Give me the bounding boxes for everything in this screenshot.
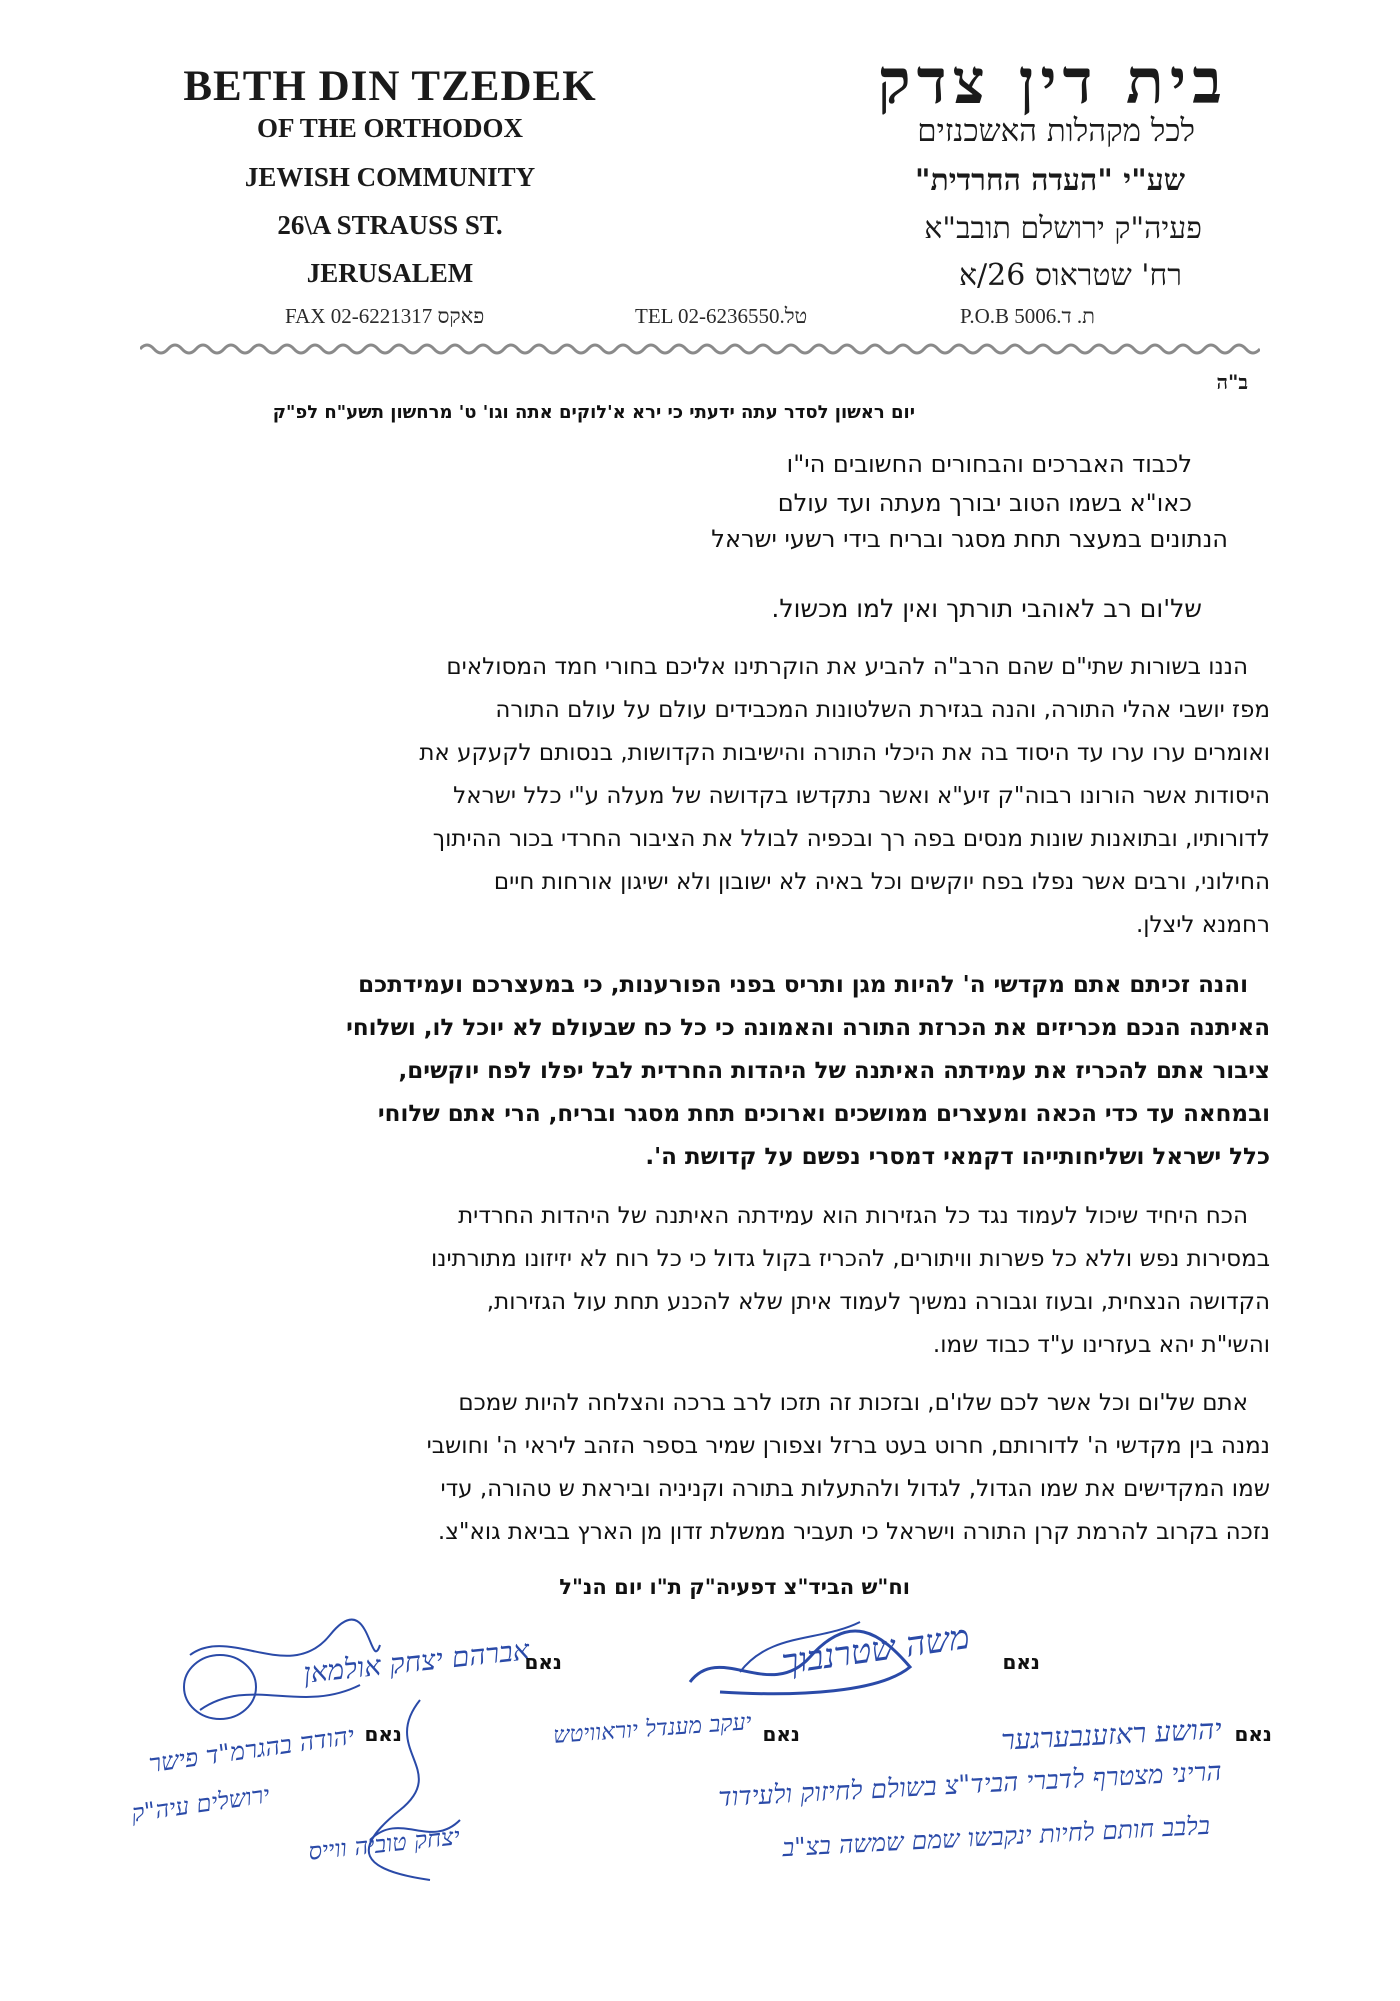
paragraph-line: ובמחאה עד כדי הכאה ומעצרים ממושכים וארוכים תחת מסגר ובריח, הרי אתם שלוחי bbox=[377, 1101, 1270, 1127]
greeting: של'ום רב לאוהבי תורתך ואין למו מכשול. bbox=[771, 594, 1202, 623]
paragraph-line: היסודות אשר הורונו רבוה"ק זיע"א ואשר נתקדשו בקדושה של מעלה ע"י כלל ישראל bbox=[453, 783, 1270, 809]
paragraph-line: אתם של'ום וכל אשר לכם שלו'ם, ובזכות זה תזכו לרב ברכה והצלחה להיות שמכם bbox=[458, 1390, 1248, 1416]
paragraph-line: הקדושה הנצחית, ובעוז וגבורה נמשיך לעמוד איתן שלא להכנע תחת עול הגזירות, bbox=[486, 1289, 1270, 1315]
paragraph-line: כלל ישראל ושליחותייהו דקמאי דמסרי נפשם על קדושת ה'. bbox=[645, 1144, 1270, 1170]
letterhead-pob: P.O.B 5006.ת. ד bbox=[960, 304, 1095, 328]
signature-text: בלבב חותם לחיות ינקבשו שמם שמשה בצ"ב bbox=[781, 1810, 1211, 1863]
signature-text: יעקב מענדל יוראוויטש bbox=[552, 1709, 753, 1749]
signature-text: הריני מצטרף לדברי הביד"צ בשולם לחיזוק ולעידוד bbox=[717, 1756, 1223, 1814]
paragraph-line: הננו בשורות שתי"ם שהם הרב"ה להביע את הוקרתינו אליכם בחורי חמד המסולאים bbox=[446, 654, 1248, 680]
paragraph-line: והשי"ת יהא בעזרינו ע"ד כבוד שמו. bbox=[932, 1332, 1270, 1358]
letterhead-he-line4: רח' שטראוס 26/א bbox=[959, 258, 1182, 293]
paragraph-line: מפז יושבי אהלי התורה, והנה בגזירת השלטונות המכבידים עולם על עולם התורה bbox=[495, 697, 1270, 723]
signature-text: משה שטרנבוך bbox=[779, 1617, 972, 1683]
signature-text: יצחק טוביה ווייס bbox=[306, 1822, 461, 1866]
nam-label: נאם bbox=[762, 1722, 800, 1746]
letterhead-he-line3: פעיה"ק ירושלם תובב"א bbox=[924, 211, 1202, 246]
signature-text: יהושע ראזענבערגער bbox=[1000, 1712, 1223, 1757]
letterhead-tel: TEL 02-6236550.טל bbox=[635, 304, 808, 328]
addressee-line: הנתונים במעצר תחת מסגר ובריח בידי רשעי ישראל bbox=[711, 525, 1228, 553]
signature-text: יהודה בהגרמ"ד פישר bbox=[146, 1720, 356, 1779]
paragraph-line: רחמנא ליצלן. bbox=[1135, 912, 1270, 938]
paragraph-line: נזכה בקרוב להרמת קרן התורה וישראל כי תעביר ממשלת זדון מן הארץ בביאת גוא"צ. bbox=[437, 1519, 1270, 1545]
paragraph-line: האיתנה הנכם מכריזים את הכרזת התורה והאמונה כי כל כח שבעולם לא יוכל לו, ושלוחי bbox=[346, 1015, 1270, 1041]
bh-mark: ב"ה bbox=[1216, 370, 1248, 394]
paragraph-line: והנה זכיתם אתם מקדשי ה' להיות מגן ותריס בפני הפורענות, כי במעצרכם ועמידתכם bbox=[358, 972, 1248, 998]
signature-text: ירושלים עיה"ק bbox=[129, 1780, 272, 1828]
letterhead-divider bbox=[140, 340, 1260, 358]
letterhead-en-line3: 26\A STRAUSS ST. bbox=[277, 210, 503, 240]
paragraph-line: שמו המקדישים את שמו הגדול, לגדול ולהתעלות בתורה וקניניה וביראת ש טהורה, עדי bbox=[440, 1476, 1270, 1502]
letterhead-en-title: BETH DIN TZEDEK bbox=[183, 63, 597, 110]
signature-text: אברהם יצחק אולמאן bbox=[301, 1633, 532, 1690]
letterhead-he-line2: שע"י "העדה החרדית" bbox=[914, 163, 1185, 198]
closing-line: וח"ש הביד"צ דפעיה"ק ת"ו יום הנ"ל bbox=[559, 1575, 910, 1599]
letterhead-en-line2: JEWISH COMMUNITY bbox=[244, 162, 536, 192]
addressee-line: כאו"א בשמו הטוב יבורך מעתה ועד עולם bbox=[777, 489, 1192, 517]
letterhead-he-title: בית דין צדק bbox=[877, 45, 1228, 118]
letter-date: יום ראשון לסדר עתה ידעתי כי ירא א'לוקים אתה וגו' ט' מרחשון תשע"ח לפ"ק bbox=[272, 402, 915, 423]
nam-label: נאם bbox=[1234, 1722, 1272, 1746]
paragraph-line: נמנה בין מקדשי ה' לדורותם, חרוט בעט ברזל וצפורן שמיר בספר הזהב ליראי ה' וחושבי bbox=[426, 1433, 1270, 1459]
paragraph-line: הכח היחיד שיכול לעמוד נגד כל הגזירות הוא עמידתה האיתנה של היהדות החרדית bbox=[458, 1203, 1248, 1229]
letterhead-fax: FAX 02-6221317 פאקס bbox=[285, 304, 485, 328]
letterhead-en-line1: OF THE ORTHODOX bbox=[256, 113, 524, 143]
paragraph-line: ואומרים ערו ערו עד היסוד בה את היכלי התורה והישיבות הקדושות, בנסותם לקעקע את bbox=[419, 740, 1270, 766]
paragraph-line: החילוני, ורבים אשר נפלו בפח יוקשים וכל באיה לא ישובון ולא ישיגון אורחות חיים bbox=[493, 869, 1270, 895]
paragraph-line: לדורותיו, ובתואנות שונות מנסים בפה רך ובכפיה לבולל את הציבור החרדי בכור ההיתוך bbox=[432, 826, 1270, 852]
paragraph-line: במסירות נפש וללא כל פשרות וויתורים, להכריז בקול גדול כי כל רוח לא יזיזונו מתורתינו bbox=[431, 1246, 1270, 1272]
nam-label: נאם bbox=[1002, 1650, 1040, 1674]
nam-label: נאם bbox=[524, 1650, 562, 1674]
letterhead-en-line4: JERUSALEM bbox=[306, 258, 474, 288]
nam-label: נאם bbox=[364, 1722, 402, 1746]
addressee-line: לכבוד האברכים והבחורים החשובים הי"ו bbox=[786, 450, 1192, 478]
letterhead-he-line1: לכל מקהלות האשכנזים bbox=[917, 113, 1195, 149]
paragraph-line: ציבור אתם להכריז את עמידתה האיתנה של היהדות החרדית לבל יפלו לפח יוקשים, bbox=[398, 1058, 1270, 1084]
